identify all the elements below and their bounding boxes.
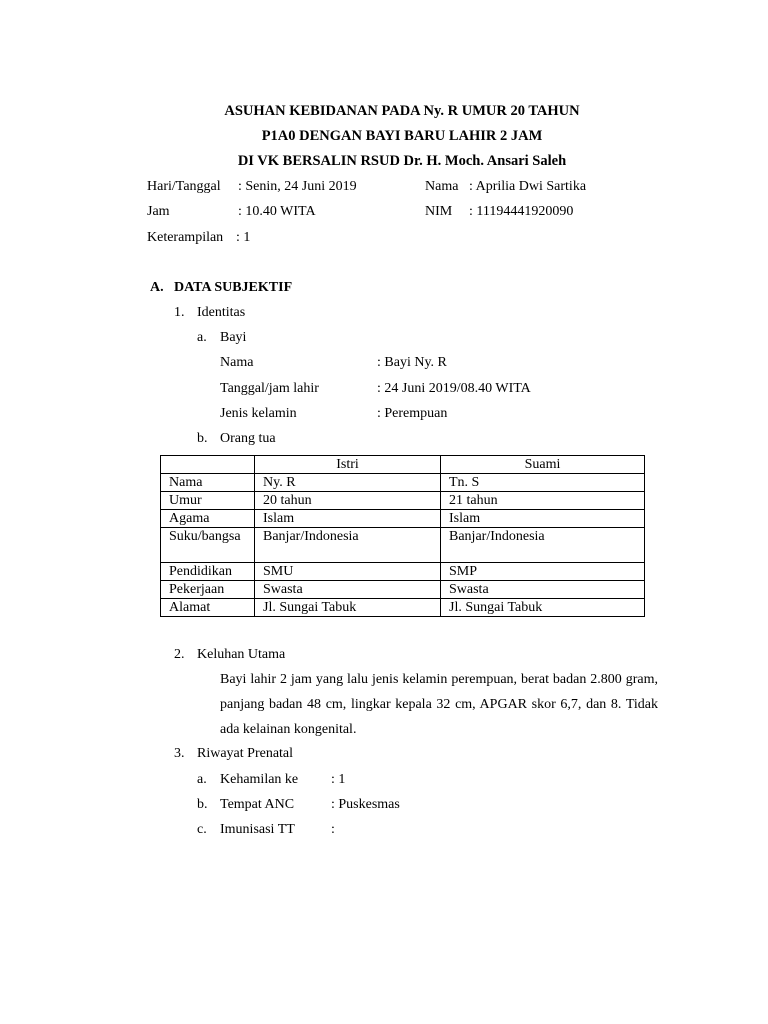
prenatal-label: Riwayat Prenatal [197, 746, 294, 761]
table-cell: 21 tahun [441, 492, 645, 510]
table-row [161, 510, 645, 528]
table-cell: Suku/bangsa [161, 528, 255, 563]
table-cell: Alamat [161, 599, 255, 617]
table-cell: Islam [441, 510, 645, 528]
bayi-nama-value: : Bayi Ny. R [377, 355, 447, 370]
bayi-tanggal-lahir-value: : 24 Juni 2019/08.40 WITA [377, 381, 531, 396]
orang-tua-label: Orang tua [220, 431, 276, 446]
table-row [161, 492, 645, 510]
identitas-label: Identitas [197, 305, 246, 320]
nim-label: NIM [425, 204, 453, 219]
document-title-line-3: DI VK BERSALIN RSUD Dr. H. Moch. Ansari Saleh [237, 153, 567, 169]
table-cell: Swasta [255, 581, 441, 599]
table-cell: Agama [161, 510, 255, 528]
imunisasi-tt-label: Imunisasi TT [220, 822, 295, 837]
table-cell: Jl. Sungai Tabuk [255, 599, 441, 617]
kehamilan-ke-value: : 1 [331, 772, 346, 787]
bayi-nama-label: Nama [220, 355, 254, 370]
bayi-letter: a. [197, 330, 207, 345]
table-cell: Ny. R [255, 474, 441, 492]
table-row [161, 599, 645, 617]
table-row [161, 581, 645, 599]
table-cell: Jl. Sungai Tabuk [441, 599, 645, 617]
table-row [161, 474, 645, 492]
orang-tua-letter: b. [197, 431, 208, 446]
prenatal-c-letter: c. [197, 822, 207, 837]
table-header-row [161, 456, 645, 474]
keterampilan-label: Keterampilan [147, 230, 224, 245]
table-cell: 20 tahun [255, 492, 441, 510]
document-title-line-1: ASUHAN KEBIDANAN PADA Ny. R UMUR 20 TAHUN [224, 103, 580, 119]
table-cell: Islam [255, 510, 441, 528]
orang-tua-table [160, 455, 645, 617]
nama-mahasiswa-value: : Aprilia Dwi Sartika [469, 179, 587, 194]
keluhan-label: Keluhan Utama [197, 647, 286, 662]
jam-label: Jam [147, 204, 170, 219]
nama-mahasiswa-label: Nama [425, 179, 459, 194]
hari-tanggal-value: : Senin, 24 Juni 2019 [238, 179, 357, 194]
keluhan-number: 2. [174, 647, 185, 662]
table-cell: Nama [161, 474, 255, 492]
table-cell: Pendidikan [161, 563, 255, 581]
table-cell: Swasta [441, 581, 645, 599]
document-title-line-2: P1A0 DENGAN BAYI BARU LAHIR 2 JAM [261, 128, 543, 144]
prenatal-number: 3. [174, 746, 185, 761]
table-cell: Tn. S [441, 474, 645, 492]
imunisasi-tt-value: : [331, 822, 335, 837]
bayi-jenis-kelamin-label: Jenis kelamin [220, 406, 297, 421]
table-header-istri: Istri [255, 456, 441, 474]
table-cell: Pekerjaan [161, 581, 255, 599]
keluhan-paragraph: Bayi lahir 2 jam yang lalu jenis kelamin perempuan, berat badan 2.800 gram, panjang badan 48 cm, lingkar kepala 32 cm, APGAR skor 6,7, dan 8. Tidak ada kelainan kongenital. [220, 672, 658, 737]
section-a-marker: A. [150, 280, 164, 295]
table-cell: Umur [161, 492, 255, 510]
table-header-blank [161, 456, 255, 474]
tempat-anc-value: : Puskesmas [331, 797, 400, 812]
keterampilan-value: : 1 [236, 230, 251, 245]
table-cell: SMP [441, 563, 645, 581]
prenatal-a-letter: a. [197, 772, 207, 787]
table-row [161, 528, 645, 563]
prenatal-b-letter: b. [197, 797, 208, 812]
table-cell: SMU [255, 563, 441, 581]
identitas-number: 1. [174, 305, 185, 320]
bayi-tanggal-lahir-label: Tanggal/jam lahir [220, 381, 319, 396]
table-cell: Banjar/Indonesia [255, 528, 441, 563]
hari-tanggal-label: Hari/Tanggal [147, 179, 221, 194]
table-cell: Banjar/Indonesia [441, 528, 645, 563]
bayi-label: Bayi [220, 330, 247, 345]
table-header-suami: Suami [441, 456, 645, 474]
table-row [161, 563, 645, 581]
bayi-jenis-kelamin-value: : Perempuan [377, 406, 448, 421]
tempat-anc-label: Tempat ANC [220, 797, 295, 812]
section-a-heading: DATA SUBJEKTIF [174, 280, 293, 295]
kehamilan-ke-label: Kehamilan ke [220, 772, 299, 787]
jam-value: : 10.40 WITA [238, 204, 316, 219]
nim-value: : 11194441920090 [469, 204, 574, 219]
